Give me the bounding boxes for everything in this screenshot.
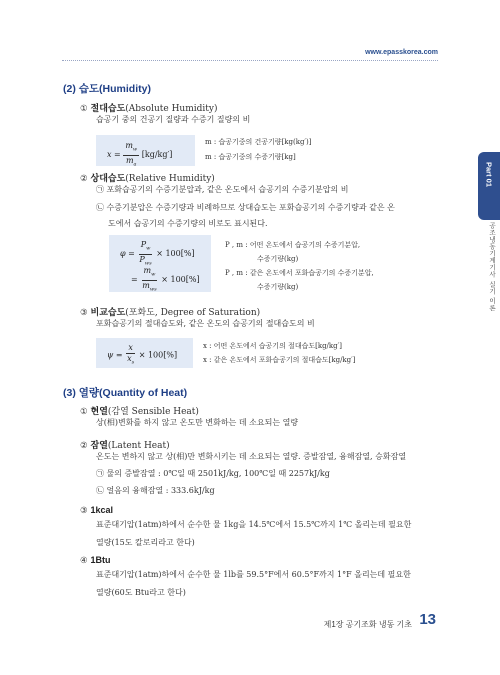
relative-humidity-b2: 도에서 습공기의 수증기량의 비로도 표시된다. [108,219,268,228]
formula-absolute: x = $\frac{m_w}{m_a}$ [kg/kg′] [107,141,173,168]
chapter-title: 제1장 공기조화 냉동 기초 [323,620,412,629]
item-relative-humidity: ② 상대습도(Relative Humidity) [80,173,215,184]
formula-relative-1: φ = $\frac{P_w}{P_{ws}}$ × 100[%] [120,240,195,267]
note-xs: x : 같은 온도에서 포화습공기의 절대습도[kg/kg′] [203,356,356,364]
degree-saturation-desc: 포화습공기의 절대습도와, 같은 온도의 습공기의 절대습도의 비 [96,319,315,328]
kcal-desc-1: 표준대기압(1atm)하에서 순수한 물 1kg을 14.5℃에서 15.5℃까지 1℃ 올리는데 필요한 [96,520,412,529]
sensible-heat-desc: 상(相)변화를 하지 않고 온도만 변화하는 데 소요되는 열량 [96,418,299,427]
item-latent-heat: ② 잠열(Latent Heat) [80,440,170,451]
btu-desc-2: 열량(60도 Btu라고 한다) [96,588,186,597]
item-sensible-heat: ① 현열(감열 Sensible Heat) [80,406,199,417]
note-mw: m : 습공기중의 수증기량[kg] [205,153,296,161]
latent-heat-b: ㉡ 얼음의 융해잠열 : 333.6kJ/kg [96,486,215,495]
absolute-humidity-desc: 습공기 중의 건공기 질량과 수증기 질량의 비 [96,115,251,124]
section-title-humidity: (2) 습도(Humidity) [63,83,151,95]
note-x: x : 어떤 온도에서 습공기의 절대습도[kg/kg′] [203,342,342,350]
publisher-url: www.epasskorea.com [365,49,438,56]
item-1kcal: ③ 1kcal [80,505,114,516]
latent-heat-a: ㉠ 물의 증발잠열 : 0℃일 때 2501kJ/kg, 100℃일 때 2257kJ/kg [96,469,330,478]
item-1btu: ④ 1Btu [80,555,111,566]
page-number: 13 [419,611,436,628]
btu-desc-1: 표준대기압(1atm)하에서 순수한 물 1lb를 59.5°F에서 60.5°F까지 1°F 올리는데 필요한 [96,570,411,579]
part-tab: Part 01 [478,152,500,220]
side-label: 공조냉동기계기사 실기 이론 [488,222,496,312]
item-absolute-humidity: ① 절대습도(Absolute Humidity) [80,103,218,114]
note-pws: P , m : 같은 온도에서 포화습공기의 수증기분압, [225,269,374,277]
note-pw: P , m : 어떤 온도에서 습공기의 수증기분압, [225,241,361,249]
section-title-heat: (3) 열량(Quantity of Heat) [63,387,188,399]
header-divider [62,60,438,61]
item-degree-saturation: ③ 비교습도(포화도, Degree of Saturation) [80,307,261,318]
relative-humidity-b1: ㉡ 수증기분압은 수증기량과 비례하므로 상대습도는 포화습공기의 수증기량과 같은 온 [96,203,395,212]
formula-relative-2: = $\frac{m_w}{m_{ws}}$ × 100[%] [131,266,200,293]
relative-humidity-a: ㉠ 포화습공기의 수증기분압과, 같은 온도에서 습공기의 수증기분압의 비 [96,185,349,194]
formula-saturation: ψ = $\frac{x}{x_s}$ × 100[%] [107,343,178,366]
note-pws-b: 수증기량(kg) [257,283,299,291]
kcal-desc-2: 열량(15도 칼로리라고 한다) [96,538,195,547]
note-ma: m : 습공기중의 건공기량[kg(kg′)] [205,138,312,146]
latent-heat-desc: 온도는 변하지 않고 상(相)만 변화시키는 데 소요되는 열량. 증발잠열, 융해잠열, 승화잠열 [96,452,407,461]
note-pw-b: 수증기량(kg) [257,255,299,263]
